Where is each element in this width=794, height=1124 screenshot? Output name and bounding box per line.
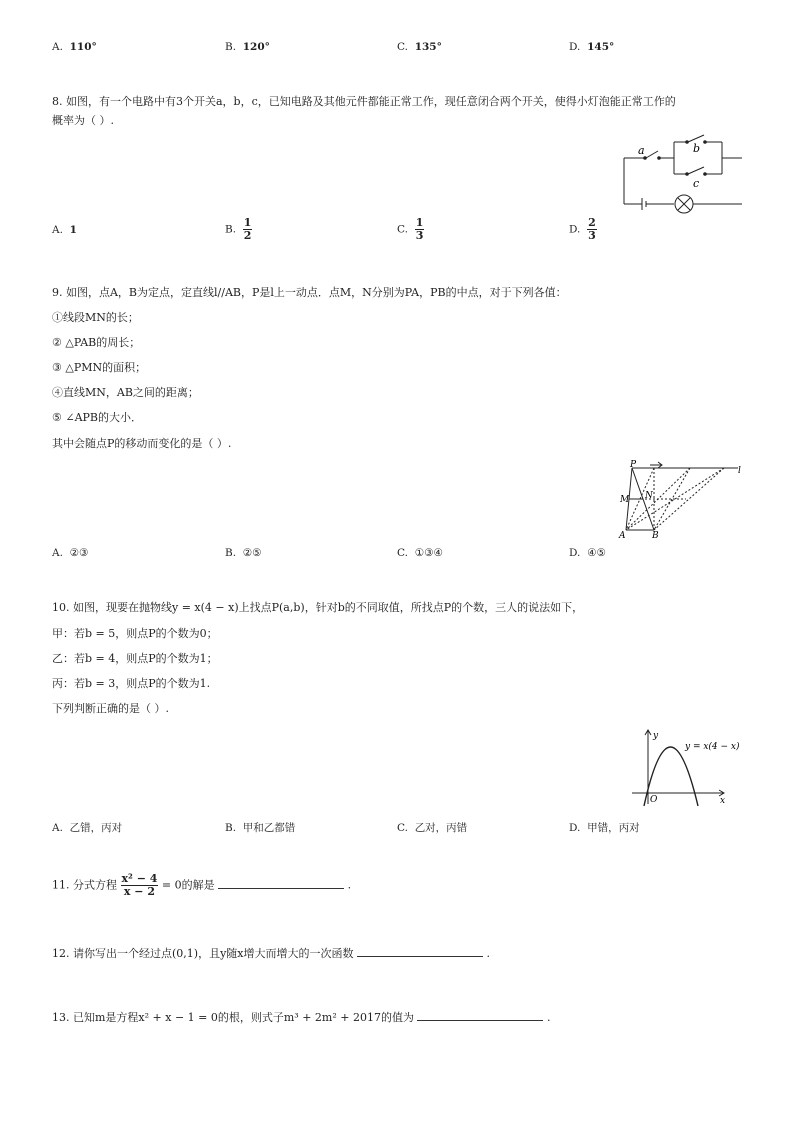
point-m-label: M — [620, 495, 630, 505]
q9-item-5: ⑤ ∠APB的大小． — [52, 411, 143, 424]
point-a-label: A — [619, 531, 626, 540]
q7-option-d: D. 145° — [569, 41, 615, 53]
q10-option-c: C. 乙对，丙错 — [397, 822, 468, 834]
q9-option-d: D. ④⑤ — [569, 547, 606, 559]
q10-option-a: A. 乙错，丙对 — [52, 822, 123, 834]
q12-answer-blank[interactable] — [357, 955, 483, 957]
line-l-label: l — [738, 466, 741, 476]
switch-a-label: a — [638, 144, 645, 157]
y-axis-label: y — [653, 731, 659, 741]
fraction: $\frac{1}{3}$ — [415, 216, 424, 242]
q10-parabola-figure — [628, 726, 744, 808]
q9-line1: 9. 如图，点A，B为定点，定直线l//AB，P是l上一动点．点M，N分别为PA，PB的中点，对于下列各值： — [52, 286, 567, 299]
x-axis-label: x — [720, 796, 726, 806]
point-b-label: B — [652, 531, 659, 540]
q13-answer-blank[interactable] — [417, 1019, 543, 1021]
q8-option-a: A. 1 — [52, 224, 77, 236]
q11-fraction: $\frac{\text{x² − 4}}{x - 2}$ — [121, 872, 158, 898]
q9-item-3: ③ △PMN的面积； — [52, 361, 147, 374]
switch-b-label: b — [693, 142, 701, 155]
q8-option-b: B. $\frac{1}{2}$ — [225, 216, 252, 242]
point-n-label: N — [645, 491, 653, 501]
q9-item-1: ①线段MN的长； — [52, 311, 139, 324]
q7-option-c: C. 135° — [397, 41, 442, 53]
q12: 12. 请你写出一个经过点(0,1)，且y随x增大而增大的一次函数 . — [52, 947, 490, 960]
origin-label: O — [650, 795, 658, 805]
q9-option-b: B. ②⑤ — [225, 547, 262, 559]
fraction: $\frac{1}{2}$ — [243, 216, 252, 242]
q9-item-2: ② △PAB的周长； — [52, 336, 141, 349]
q10-question: 下列判断正确的是（ ）. — [52, 702, 169, 715]
circuit-diagram — [618, 134, 744, 214]
q10-option-d: D. 甲错，丙对 — [569, 822, 640, 834]
switch-c-label: c — [693, 177, 700, 190]
q9-geometry-figure — [614, 460, 744, 540]
q10-statement-jia: 甲：若b = 5，则点P的个数为0； — [52, 627, 218, 640]
q10-statement-yi: 乙：若b = 4，则点P的个数为1； — [52, 652, 218, 665]
q8-option-c: C. $\frac{1}{3}$ — [397, 216, 424, 242]
point-p-label: P — [630, 460, 637, 470]
q7-option-b: B. 120° — [225, 41, 270, 53]
q9-question: 其中会随点P的移动而变化的是（ ）. — [52, 437, 232, 450]
q9-item-4: ④直线MN，AB之间的距离； — [52, 386, 199, 399]
q9-option-a: A. ②③ — [52, 547, 89, 559]
q7-option-a: A. 110° — [52, 41, 97, 53]
curve-label: y = x(4 − x) — [685, 742, 740, 752]
q10-option-b: B. 甲和乙都错 — [225, 822, 296, 834]
q9-option-c: C. ①③④ — [397, 547, 443, 559]
q8-line2: 概率为（ ）. — [52, 114, 114, 127]
q8-line1: 8. 如图，有一个电路中有3个开关a，b，c，已知电路及其他元件都能正常工作，现任意闭合两个开关，使得小灯泡能正常工作的 — [52, 95, 676, 108]
fraction: $\frac{2}{3}$ — [588, 216, 596, 242]
q10-statement-bing: 丙：若b = 3，则点P的个数为1. — [52, 677, 211, 690]
q10-line1: 10. 如图，现要在抛物线y = x(4 − x)上找点P(a,b)，针对b的不同取值，所找点P的个数，三人的说法如下， — [52, 601, 584, 614]
q8-option-d: D. $\frac{2}{3}$ — [569, 216, 596, 242]
q11: 11. 分式方程 $\frac{\text{x² − 4}}{x - 2}$ = 0的解是 . — [52, 872, 352, 898]
q11-answer-blank[interactable] — [218, 887, 344, 889]
q13: 13. 已知m是方程x² + x − 1 = 0的根，则式子m³ + 2m² + 2017的值为 . — [52, 1011, 551, 1024]
